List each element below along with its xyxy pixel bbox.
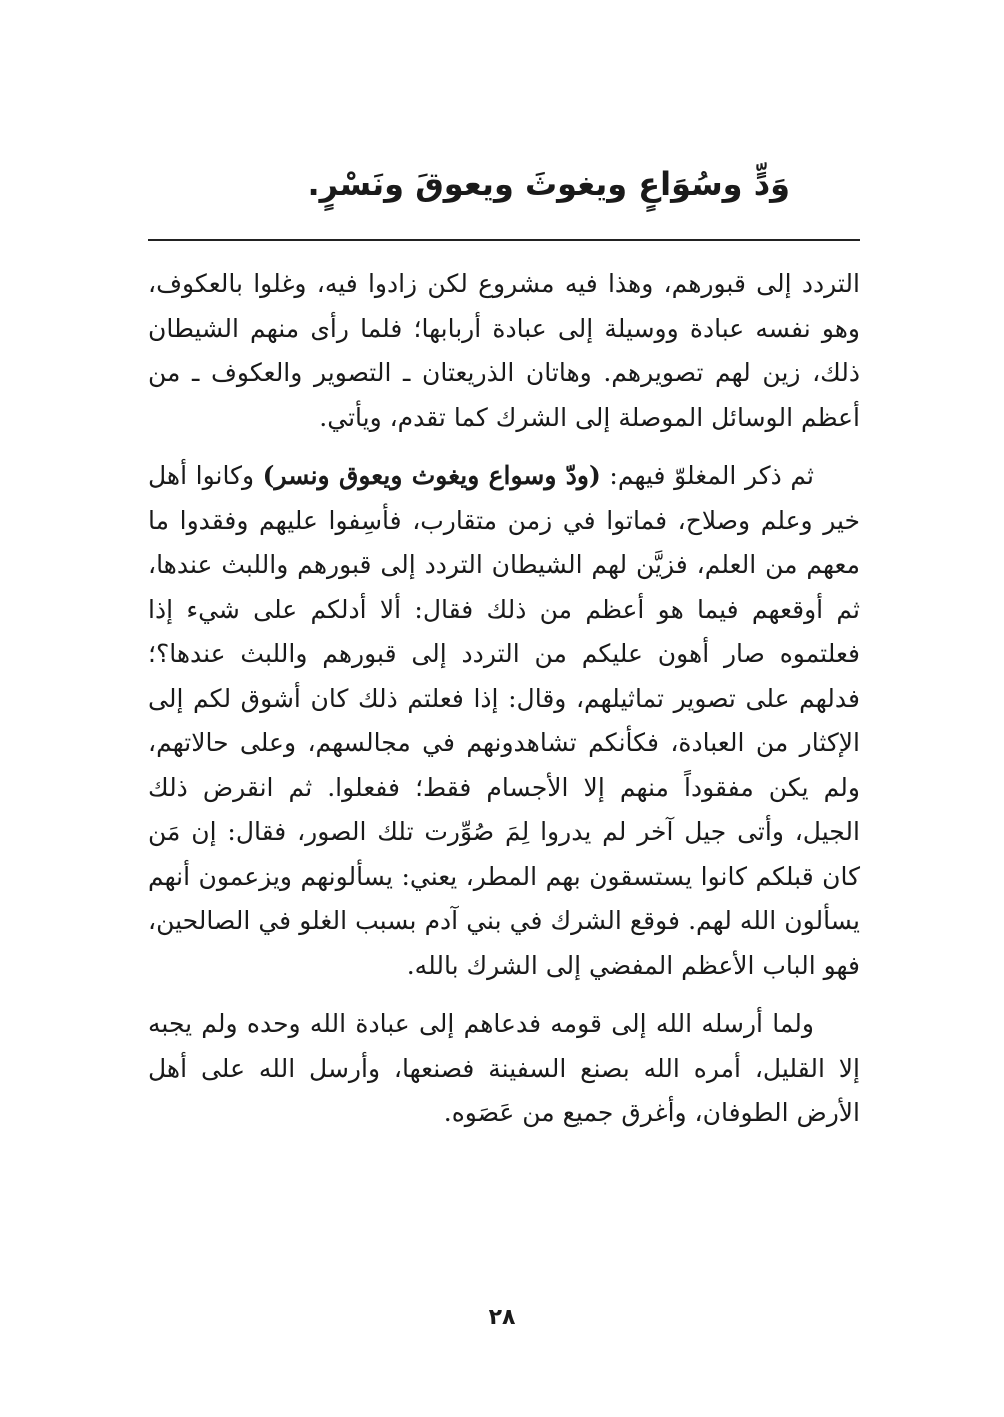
paragraph-3: ولما أرسله الله إلى قومه فدعاهم إلى عبادة الله وحده ولم يجبه إلا القليل، أمره الله بصنع السفينة فصنعها، وأرسل الله على أهل الأرض الطوفان، وأغرق جميع من عَصَوه.	[148, 1009, 860, 1127]
header-divider	[148, 239, 860, 241]
paragraph-2-rest: وكانوا أهل خير وعلم وصلاح، فماتوا في زمن متقارب، فأسِفوا عليهم وفقدوا ما معهم من العلم، فزيَّن لهم الشيطان التردد إلى قبورهم واللبث عندها، ثم أوقعهم فيما هو أعظم من ذلك فقال: ألا أدلكم على شيء إذا فعلتموه صار أهون عليكم من التردد إلى قبورهم واللبث عندها؟؛ فدلهم على تصوير تماثيلهم، وقال: إذا فعلتم ذلك كان أشوق لكم إلى الإكثار من العبادة، فكأنكم تشاهدونهم في مجالسهم، وعلى حالاتهم، ولم يكن مفقوداً منهم إلا الأجسام فقط؛ ففعلوا. ثم انقرض ذلك الجيل، وأتى جيل آخر لم يدروا لِمَ صُوِّرت تلك الصور، فقال: إن مَن كان قبلكم كانوا يستسقون بهم المطر، يعني: يسألونهم ويزعمون أنهم يسألون الله لهم. فوقع الشرك في بني آدم بسبب الغلو في الصالحين، فهو الباب الأعظم المفضي إلى الشرك بالله.	[148, 461, 861, 980]
body-text	[148, 262, 860, 1136]
paragraph-2	[148, 454, 860, 988]
paragraph-2-lead: ثم ذكر المغلوّ فيهم:	[600, 461, 814, 490]
running-header	[148, 156, 860, 212]
header-title: وَدٍّ وسُوَاعٍ ويغوثَ ويعوقَ ونَسْرٍ.	[307, 165, 790, 203]
paragraph-1: التردد إلى قبورهم، وهذا فيه مشروع لكن زادوا فيه، وغلوا بالعكوف، وهو نفسه عبادة ووسيلة إلى عبادة أربابها؛ فلما رأى منهم الشيطان ذلك، زين لهم تصويرهم. وهاتان الذريعتان ـ التصوير والعكوف ـ من أعظم الوسائل الموصلة إلى الشرك كما تقدم، ويأتي.	[148, 269, 860, 432]
paragraph-2-quote: (ودّ وسواع ويغوث ويعوق ونسر)	[262, 461, 601, 490]
page-number: ٢٨	[488, 1305, 516, 1330]
